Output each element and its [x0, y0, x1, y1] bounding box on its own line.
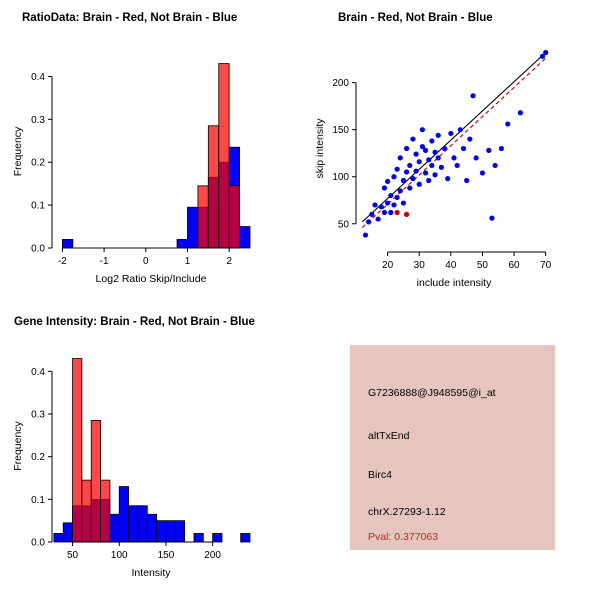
- svg-text:-2: -2: [57, 256, 67, 267]
- scatter-plot: [300, 0, 600, 300]
- info-probe-id: G7236888@J948595@i_at: [368, 387, 496, 399]
- info-gene: Birc4: [368, 469, 392, 481]
- svg-text:Frequency: Frequency: [12, 421, 24, 471]
- svg-text:20: 20: [382, 260, 394, 271]
- info-pval: Pval: 0.377063: [368, 531, 439, 543]
- svg-text:skip intensity: skip intensity: [314, 118, 326, 179]
- svg-text:60: 60: [508, 260, 520, 271]
- scatter-panel: [300, 0, 600, 300]
- svg-text:0.2: 0.2: [31, 452, 45, 464]
- svg-text:0.1: 0.1: [31, 200, 45, 212]
- svg-text:50: 50: [337, 219, 349, 231]
- ratio-histogram-title: RatioData: Brain - Red, Not Brain - Blue: [22, 12, 238, 24]
- scatter-title: Brain - Red, Not Brain - Blue: [338, 12, 493, 24]
- svg-text:50: 50: [66, 550, 79, 561]
- svg-text:70: 70: [540, 260, 552, 271]
- gene-histogram-panel: [0, 300, 300, 600]
- svg-text:40: 40: [445, 260, 457, 271]
- svg-text:-1: -1: [99, 256, 109, 267]
- info-location: chrX.27293-1.12: [368, 506, 446, 518]
- gene-histogram-plot: [0, 300, 300, 600]
- svg-text:150: 150: [157, 550, 175, 561]
- probe-info-box: [350, 345, 555, 550]
- svg-text:Log2 Ratio Skip/Include: Log2 Ratio Skip/Include: [95, 273, 207, 285]
- svg-text:0.3: 0.3: [31, 114, 45, 126]
- svg-text:30: 30: [413, 260, 425, 271]
- svg-text:Intensity: Intensity: [131, 567, 171, 579]
- ratio-histogram-panel: [0, 0, 300, 300]
- svg-text:0.0: 0.0: [31, 537, 45, 549]
- svg-text:2: 2: [226, 256, 232, 267]
- svg-text:0.0: 0.0: [31, 243, 45, 255]
- svg-text:include intensity: include intensity: [416, 277, 492, 289]
- info-event-type: altTxEnd: [368, 430, 410, 442]
- svg-text:0.4: 0.4: [31, 71, 45, 83]
- svg-text:0.2: 0.2: [31, 157, 45, 169]
- svg-text:1: 1: [184, 256, 191, 267]
- gene-histogram-title: Gene Intensity: Brain - Red, Not Brain - Blue: [14, 316, 255, 328]
- svg-text:0.1: 0.1: [31, 494, 45, 506]
- svg-text:0.4: 0.4: [31, 366, 45, 378]
- svg-text:200: 200: [332, 78, 349, 90]
- svg-text:100: 100: [110, 550, 128, 561]
- svg-text:0: 0: [143, 256, 149, 267]
- svg-text:Frequency: Frequency: [12, 126, 24, 177]
- svg-text:100: 100: [332, 172, 349, 184]
- svg-text:0.3: 0.3: [31, 409, 45, 421]
- ratio-histogram-plot: [0, 0, 300, 300]
- svg-text:150: 150: [332, 125, 349, 137]
- svg-text:200: 200: [204, 550, 221, 561]
- svg-text:50: 50: [476, 260, 489, 271]
